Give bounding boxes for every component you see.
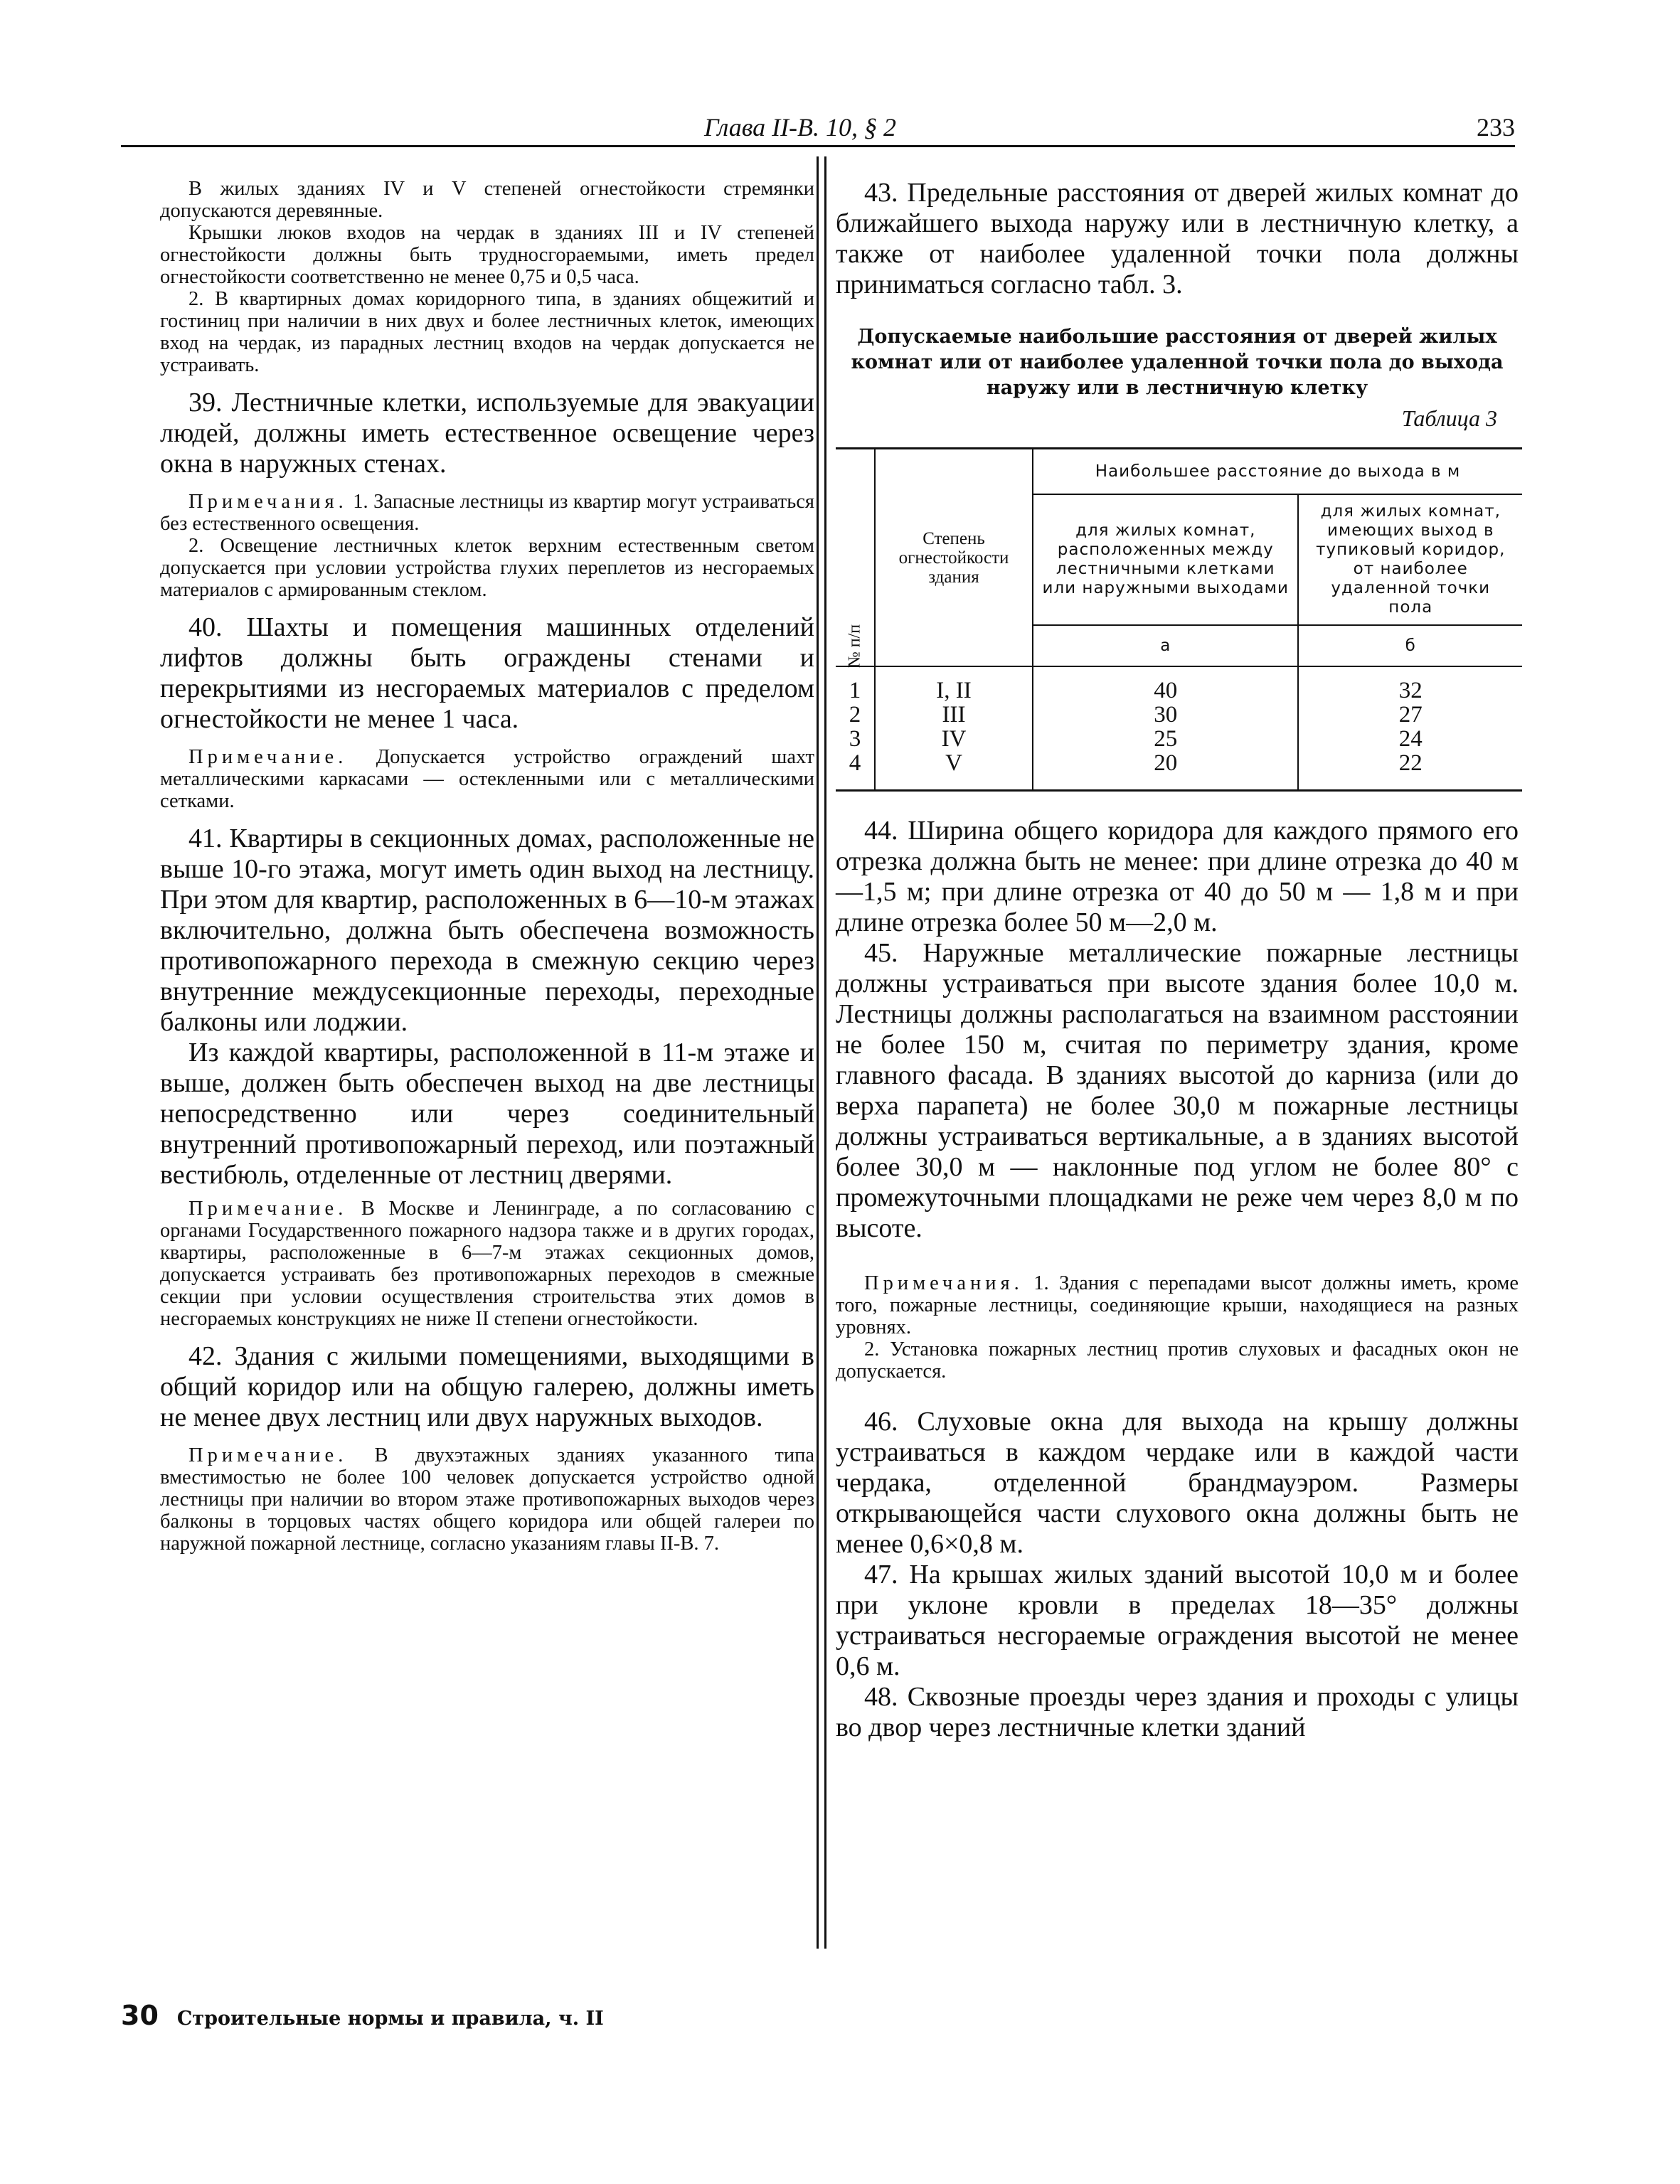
clause-48: 48. Сквозные проезды через здания и проходы с улицы во двор через лестничные клетки зданий	[836, 1682, 1519, 1742]
column-header-b: для жилых комнат, имеющих выход в тупиковый коридор, от наиболее удаленной точки пола	[1298, 494, 1522, 625]
chapter-reference: Глава II-В. 10, § 2	[704, 113, 897, 142]
table-label: Таблица 3	[1401, 405, 1497, 431]
column-divider	[817, 156, 826, 1949]
column-letter-b: б	[1298, 625, 1522, 666]
page-footer	[121, 2000, 604, 2031]
note-42	[160, 1444, 814, 1555]
note-label: Примечание.	[188, 1444, 348, 1466]
note-39-1	[160, 491, 814, 535]
table-row	[836, 666, 1522, 791]
note-label: Примечания.	[188, 491, 348, 513]
clause-45: 45. Наружные металлические пожарные лестницы должны устраиваться при высоте здания более 10,0 м. Лестницы должны располагаться на взаимном расстоянии не более 150 м, считая по периметру здания, кроме главного фасада. В зданиях высотой до карниза (или до верха парапета) не более 30,0 м пожарные лестницы должны устраиваться вертикальные, а в зданиях высотой более 30,0 м — наклонные под углом не более 80° с промежуточными площадками не реже чем через 8,0 м по высоте.	[836, 938, 1519, 1243]
distance-table	[836, 447, 1522, 792]
paragraph: 2. В квартирных домах коридорного типа, в зданиях общежитий и гостиниц при наличии в них двух и более лестничных клеток, имеющих вход на чердак, из парадных лестниц входов на чердак допускается не устраивать.	[160, 288, 814, 376]
note-text: Допускается устройство ограждений шахт металлическими каркасами — остекленными или с металлическими сетками.	[160, 746, 814, 812]
clause-41-continued: Из каждой квартиры, расположенной в 11-м этаже и выше, должен быть обеспечен выход на две лестницы непосредственно или через соединительный внутренний противопожарный переход, или поэтажный вестибюль, отделенные от лестниц дверями.	[160, 1038, 814, 1190]
table-caption: Допускаемые наибольшие расстояния от дверей жилых комнат или от наиболее удаленной точки пола до выхода наружу или в лестничную клетку	[851, 326, 1504, 399]
note-text: В Москве и Ленинграде, а по согласованию с органами Государственного пожарного надзора также и в других городах, квартиры, расположенные в 6—7-м этажах секционных домов, допускается устраивать без противопожарных переходов в смежные секции при условии осуществления строительства этих домов в несгораемых конструкциях не ниже II степени огнестойкости.	[160, 1198, 814, 1330]
note-text: В двухэтажных зданиях указанного типа вместимостью не более 100 человек допускается устройство одной лестницы при наличии во втором этаже противопожарных выходов через балконы в торцовых частях общего коридора или общей галереи по наружной пожарной лестнице, согласно указаниям главы II-В. 7.	[160, 1444, 814, 1555]
note-text: 1. Здания с перепадами высот должны иметь, кроме того, пожарные лестницы, соединяющие крыши, находящиеся на разных уровнях.	[836, 1272, 1519, 1338]
note-40	[160, 746, 814, 812]
row-numbers: 1 2 3 4	[836, 666, 875, 791]
column-header-degree: Степень огнестойкости здания	[875, 449, 1033, 667]
clause-44: 44. Ширина общего коридора для каждого прямого его отрезка должна быть не менее: при длине отрезка до 40 м —1,5 м; при длине отрезка от 40 до 50 м — 1,8 м и при длине отрезка более 50 м—2,0 м.	[836, 816, 1519, 937]
column-header-number: № п/п	[836, 449, 875, 667]
note-45-2: 2. Установка пожарных лестниц против слуховых и фасадных окон не допускается.	[836, 1338, 1519, 1383]
clause-47: 47. На крышах жилых зданий высотой 10,0 м и более при уклоне кровли в пределах 18—35° должны устраиваться несгораемые ограждения высотой не менее 0,6 м.	[836, 1560, 1519, 1681]
column-header-group: Наибольшее расстояние до выхода в м	[1033, 449, 1522, 495]
note-label: Примечание.	[188, 746, 348, 768]
footer-title: Строительные нормы и правила, ч. II	[176, 2008, 604, 2030]
note-label: Примечание.	[188, 1198, 348, 1220]
column-letter-a: а	[1033, 625, 1298, 666]
clause-40: 40. Шахты и помещения машинных отделений лифтов должны быть ограждены стенами и перекрытиями из несгораемых материалов с пределом огнестойкости не менее 1 часа.	[160, 612, 814, 734]
clause-41: 41. Квартиры в секционных домах, расположенные не выше 10-го этажа, могут иметь один выход на лестницу. При этом для квартир, расположенных в 6—10-м этажах включительно, должна быть обеспечена возможность противопожарного перехода в смежную секцию через внутренние междусекционные переходы, переходные балконы или лоджии.	[160, 824, 814, 1037]
paragraph: Крышки люков входов на чердак в зданиях III и IV степеней огнестойкости должны быть трудносгораемыми, иметь предел огнестойкости соответственно не менее 0,75 и 0,5 часа.	[160, 222, 814, 288]
note-39-2: 2. Освещение лестничных клеток верхним естественным светом допускается при условии устройства глухих переплетов из несгораемых материалов с армированным стеклом.	[160, 535, 814, 601]
left-column	[160, 178, 814, 1555]
running-header	[121, 107, 1515, 142]
clause-39: 39. Лестничные клетки, используемые для эвакуации людей, должны иметь естественное освещение через окна в наружных стенах.	[160, 388, 814, 479]
page-number: 233	[1477, 113, 1515, 142]
note-45-1	[836, 1272, 1519, 1338]
note-41	[160, 1198, 814, 1330]
clause-43: 43. Предельные расстояния от дверей жилых комнат до ближайшего выхода наружу или в лестничную клетку, а также от наиболее удаленной точки пола должны приниматься согласно табл. 3.	[836, 178, 1519, 299]
note-label: Примечания.	[864, 1272, 1024, 1294]
row-values-b: 32 27 24 22	[1298, 666, 1522, 791]
paragraph: В жилых зданиях IV и V степеней огнестойкости стремянки допускаются деревянные.	[160, 178, 814, 222]
column-header-a: для жилых комнат, расположенных между лестничными клетками или наружными выходами	[1033, 494, 1298, 625]
clause-46: 46. Слуховые окна для выхода на крышу должны устраиваться в каждом чердаке или в каждой части чердака, отделенной брандмауэром. Размеры открывающейся части слухового окна должны быть не менее 0,6×0,8 м.	[836, 1407, 1519, 1559]
row-values-a: 40 30 25 20	[1033, 666, 1298, 791]
note-text: 1. Запасные лестницы из квартир могут устраиваться без естественного освещения.	[160, 491, 814, 535]
clause-42: 42. Здания с жилыми помещениями, выходящими в общий коридор или на общую галерею, должны иметь не менее двух лестниц или двух наружных выходов.	[160, 1341, 814, 1432]
row-degrees: I, II III IV V	[875, 666, 1033, 791]
footer-page-number: 30	[121, 2000, 159, 2031]
right-column	[836, 178, 1519, 1743]
header-rule	[121, 145, 1515, 147]
